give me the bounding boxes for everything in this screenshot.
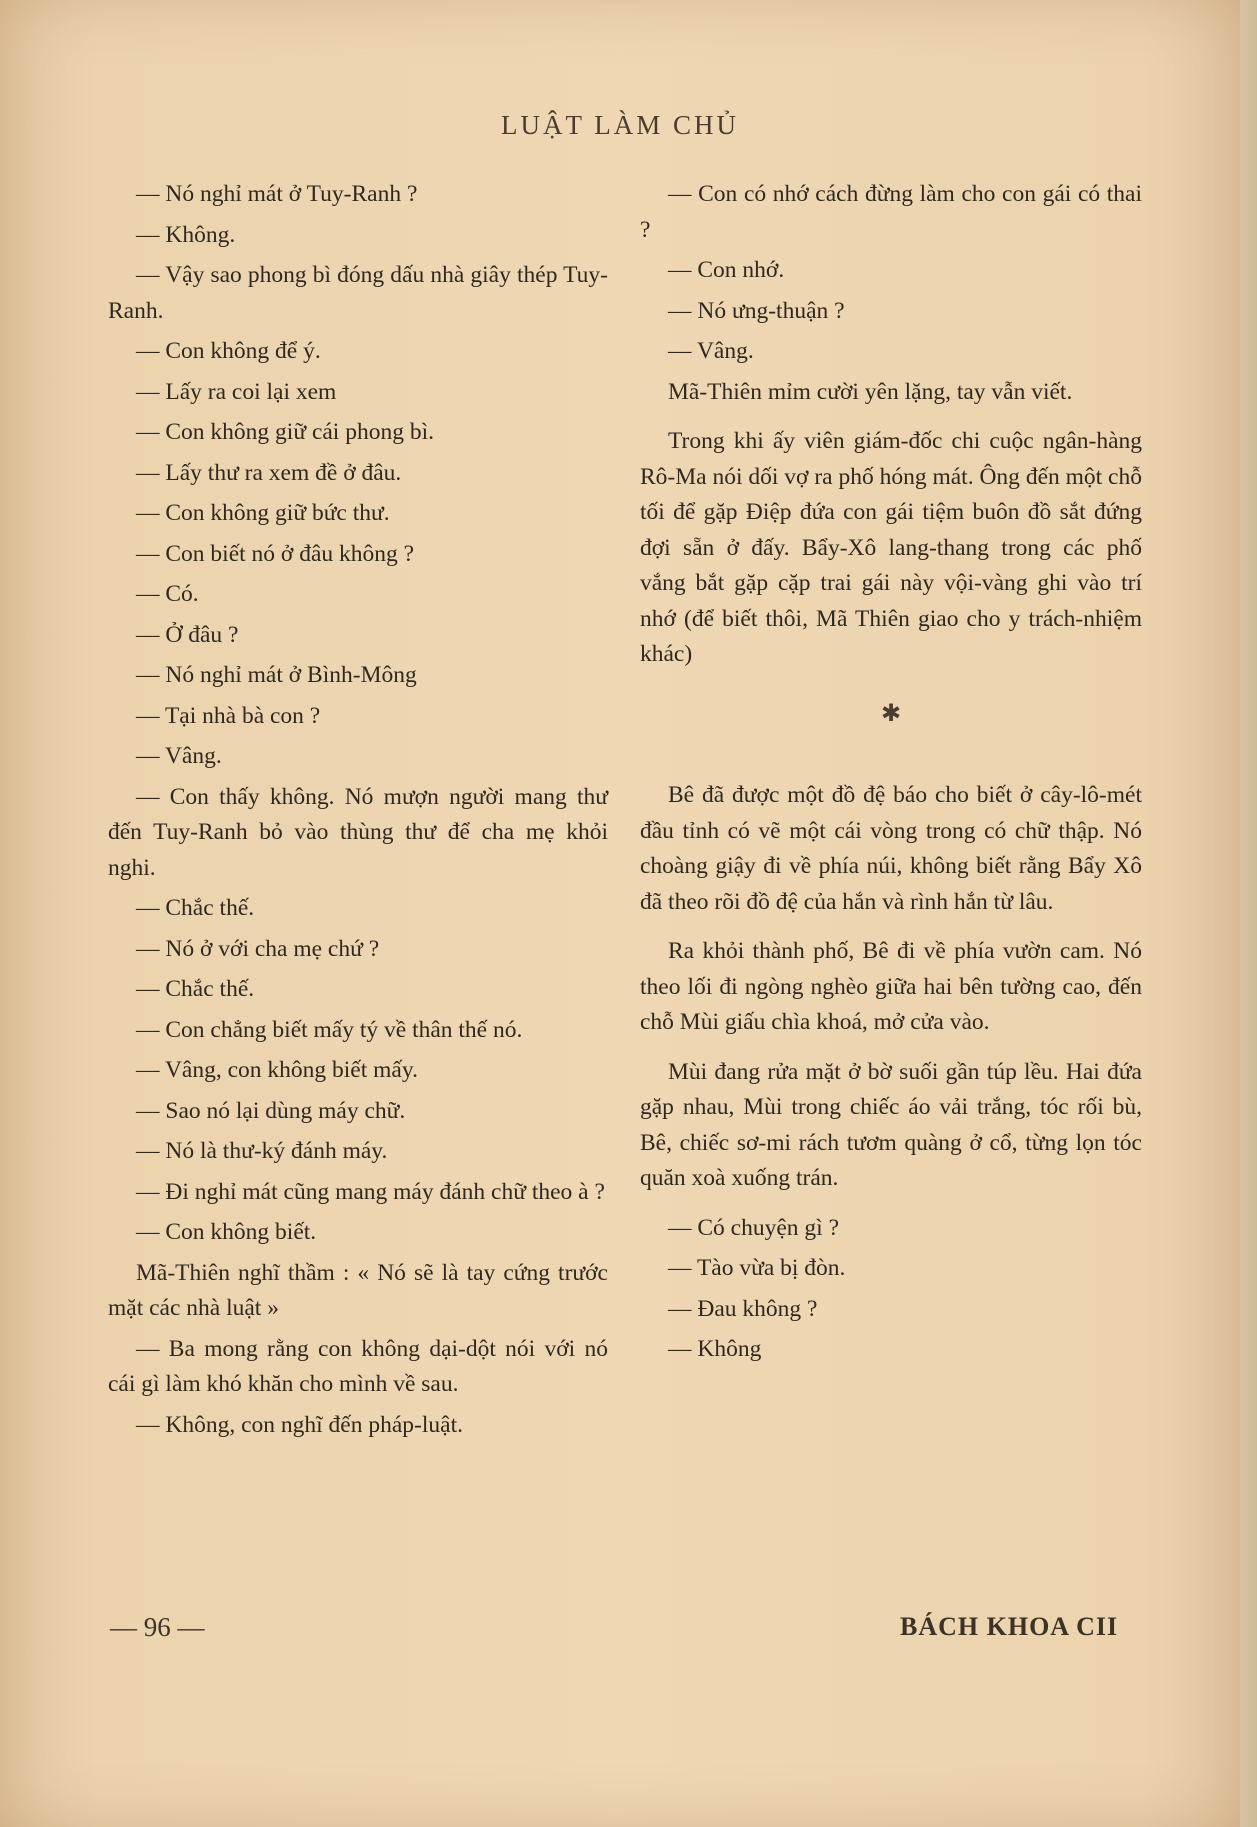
section-separator: ✱ <box>880 700 902 727</box>
dialogue-line: — Vâng. <box>136 743 222 769</box>
dialogue-line: — Lấy thư ra xem đề ở đâu. <box>136 459 402 486</box>
dialogue-line: — Vâng. <box>668 338 754 364</box>
dialogue-line: — Chắc thế. <box>136 976 255 1002</box>
dialogue-line: — Vậy sao phong bì đóng dấu nhà giây thép Tuy-Ranh. <box>108 262 608 324</box>
dialogue-line: — Con không giữ bức thư. <box>136 500 390 526</box>
dialogue-line: — Con không để ý. <box>136 338 321 364</box>
narration-paragraph: Mã-Thiên mỉm cười yên lặng, tay vẫn viết. <box>668 378 1073 405</box>
dialogue-line: — Ở đâu ? <box>136 621 239 648</box>
narration-paragraph: Mã-Thiên nghĩ thầm : « Nó sẽ là tay cứng trước mặt các nhà luật » <box>108 1259 608 1321</box>
dialogue-line: — Con không biết. <box>136 1219 317 1245</box>
dialogue-line: — Có. <box>136 581 199 607</box>
dialogue-line: — Ba mong rằng con không dại-dột nói với nó cái gì làm khó khăn cho mình về sau. <box>108 1335 608 1397</box>
dialogue-line: — Vâng, con không biết mấy. <box>136 1057 418 1083</box>
journal-name: BÁCH KHOA CII <box>900 1612 1119 1641</box>
dialogue-line: — Lấy ra coi lại xem <box>136 378 337 405</box>
narration-paragraph: Ra khỏi thành phố, Bê đi về phía vườn cam. Nó theo lối đi ngòng nghèo giữa hai bên tường cao, đến chỗ Mùi giấu chìa khoá, mở cửa vào. <box>640 938 1142 1035</box>
dialogue-line: — Tại nhà bà con ? <box>136 702 321 729</box>
dialogue-line: — Con chẳng biết mấy tý về thân thế nó. <box>136 1016 523 1043</box>
dialogue-line: — Nó là thư-ký đánh máy. <box>136 1138 388 1164</box>
dialogue-line: — Con biết nó ở đâu không ? <box>136 540 415 567</box>
dialogue-line: — Con không giữ cái phong bì. <box>136 419 434 445</box>
narration-paragraph: Trong khi ấy viên giám-đốc chi cuộc ngân-hàng Rô-Ma nói dối vợ ra phố hóng mát. Ông đến một chỗ tối để gặp Điệp đứa con gái tiệm buôn đồ sắt đứng đợi sẵn ở đấy. Bẩy-Xô lang-thang trong các phố vắng bắt gặp cặp trai gái này vội-vàng ghi vào trí nhớ (để biết thôi, Mã Thiên giao cho y trách-nhiệm khác) <box>640 428 1142 667</box>
narration-paragraph: Bê đã được một đồ đệ báo cho biết ở cây-lô-mét đầu tỉnh có vẽ một cái vòng trong có chữ thập. Nó choàng giậy đi về phía núi, không biết rằng Bẩy Xô đã theo rõi đồ đệ của hắn và rình hắn từ lâu. <box>640 782 1142 915</box>
dialogue-line: — Sao nó lại dùng máy chữ. <box>136 1097 406 1124</box>
dialogue-line: — Đi nghỉ mát cũng mang máy đánh chữ theo à ? <box>136 1178 605 1205</box>
narration-paragraph: Mùi đang rửa mặt ở bờ suối gần túp lều. Hai đứa gặp nhau, Mùi trong chiếc áo vải trắng, tóc rối bù, Bê, chiếc sơ-mi rách tươm quàng ở cổ, từng lọn tóc quăn xoà xuống trán. <box>640 1058 1142 1191</box>
dialogue-line: — Không, con nghĩ đến pháp-luật. <box>136 1411 463 1438</box>
dialogue-line: — Nó ưng-thuận ? <box>668 297 845 324</box>
dialogue-line: — Nó ở với cha mẹ chứ ? <box>136 935 380 962</box>
dialogue-line: — Đau không ? <box>668 1295 818 1322</box>
right-column <box>640 172 1142 1368</box>
dialogue-line: — Con có nhớ cách đừng làm cho con gái có thai ? <box>640 181 1142 243</box>
dialogue-line: — Nó nghỉ mát ở Tuy-Ranh ? <box>136 181 418 207</box>
dialogue-line: — Có chuyện gì ? <box>668 1214 839 1241</box>
dialogue-line: — Nó nghỉ mát ở Bình-Mông <box>136 662 417 688</box>
page-number: — 96 — <box>110 1612 205 1642</box>
page-edge <box>1240 0 1257 1827</box>
left-column <box>108 172 608 1443</box>
dialogue-line: — Con nhớ. <box>668 257 785 283</box>
dialogue-line: — Con thấy không. Nó mượn người mang thư đến Tuy-Ranh bỏ vào thùng thư để cha mẹ khỏi nghi. <box>108 783 608 881</box>
dialogue-line: — Không. <box>136 221 236 248</box>
dialogue-line: — Tào vừa bị đòn. <box>668 1255 846 1281</box>
dialogue-line: — Không <box>668 1336 762 1362</box>
dialogue-line: — Chắc thế. <box>136 895 255 921</box>
running-head: LUẬT LÀM CHỦ <box>501 110 739 140</box>
